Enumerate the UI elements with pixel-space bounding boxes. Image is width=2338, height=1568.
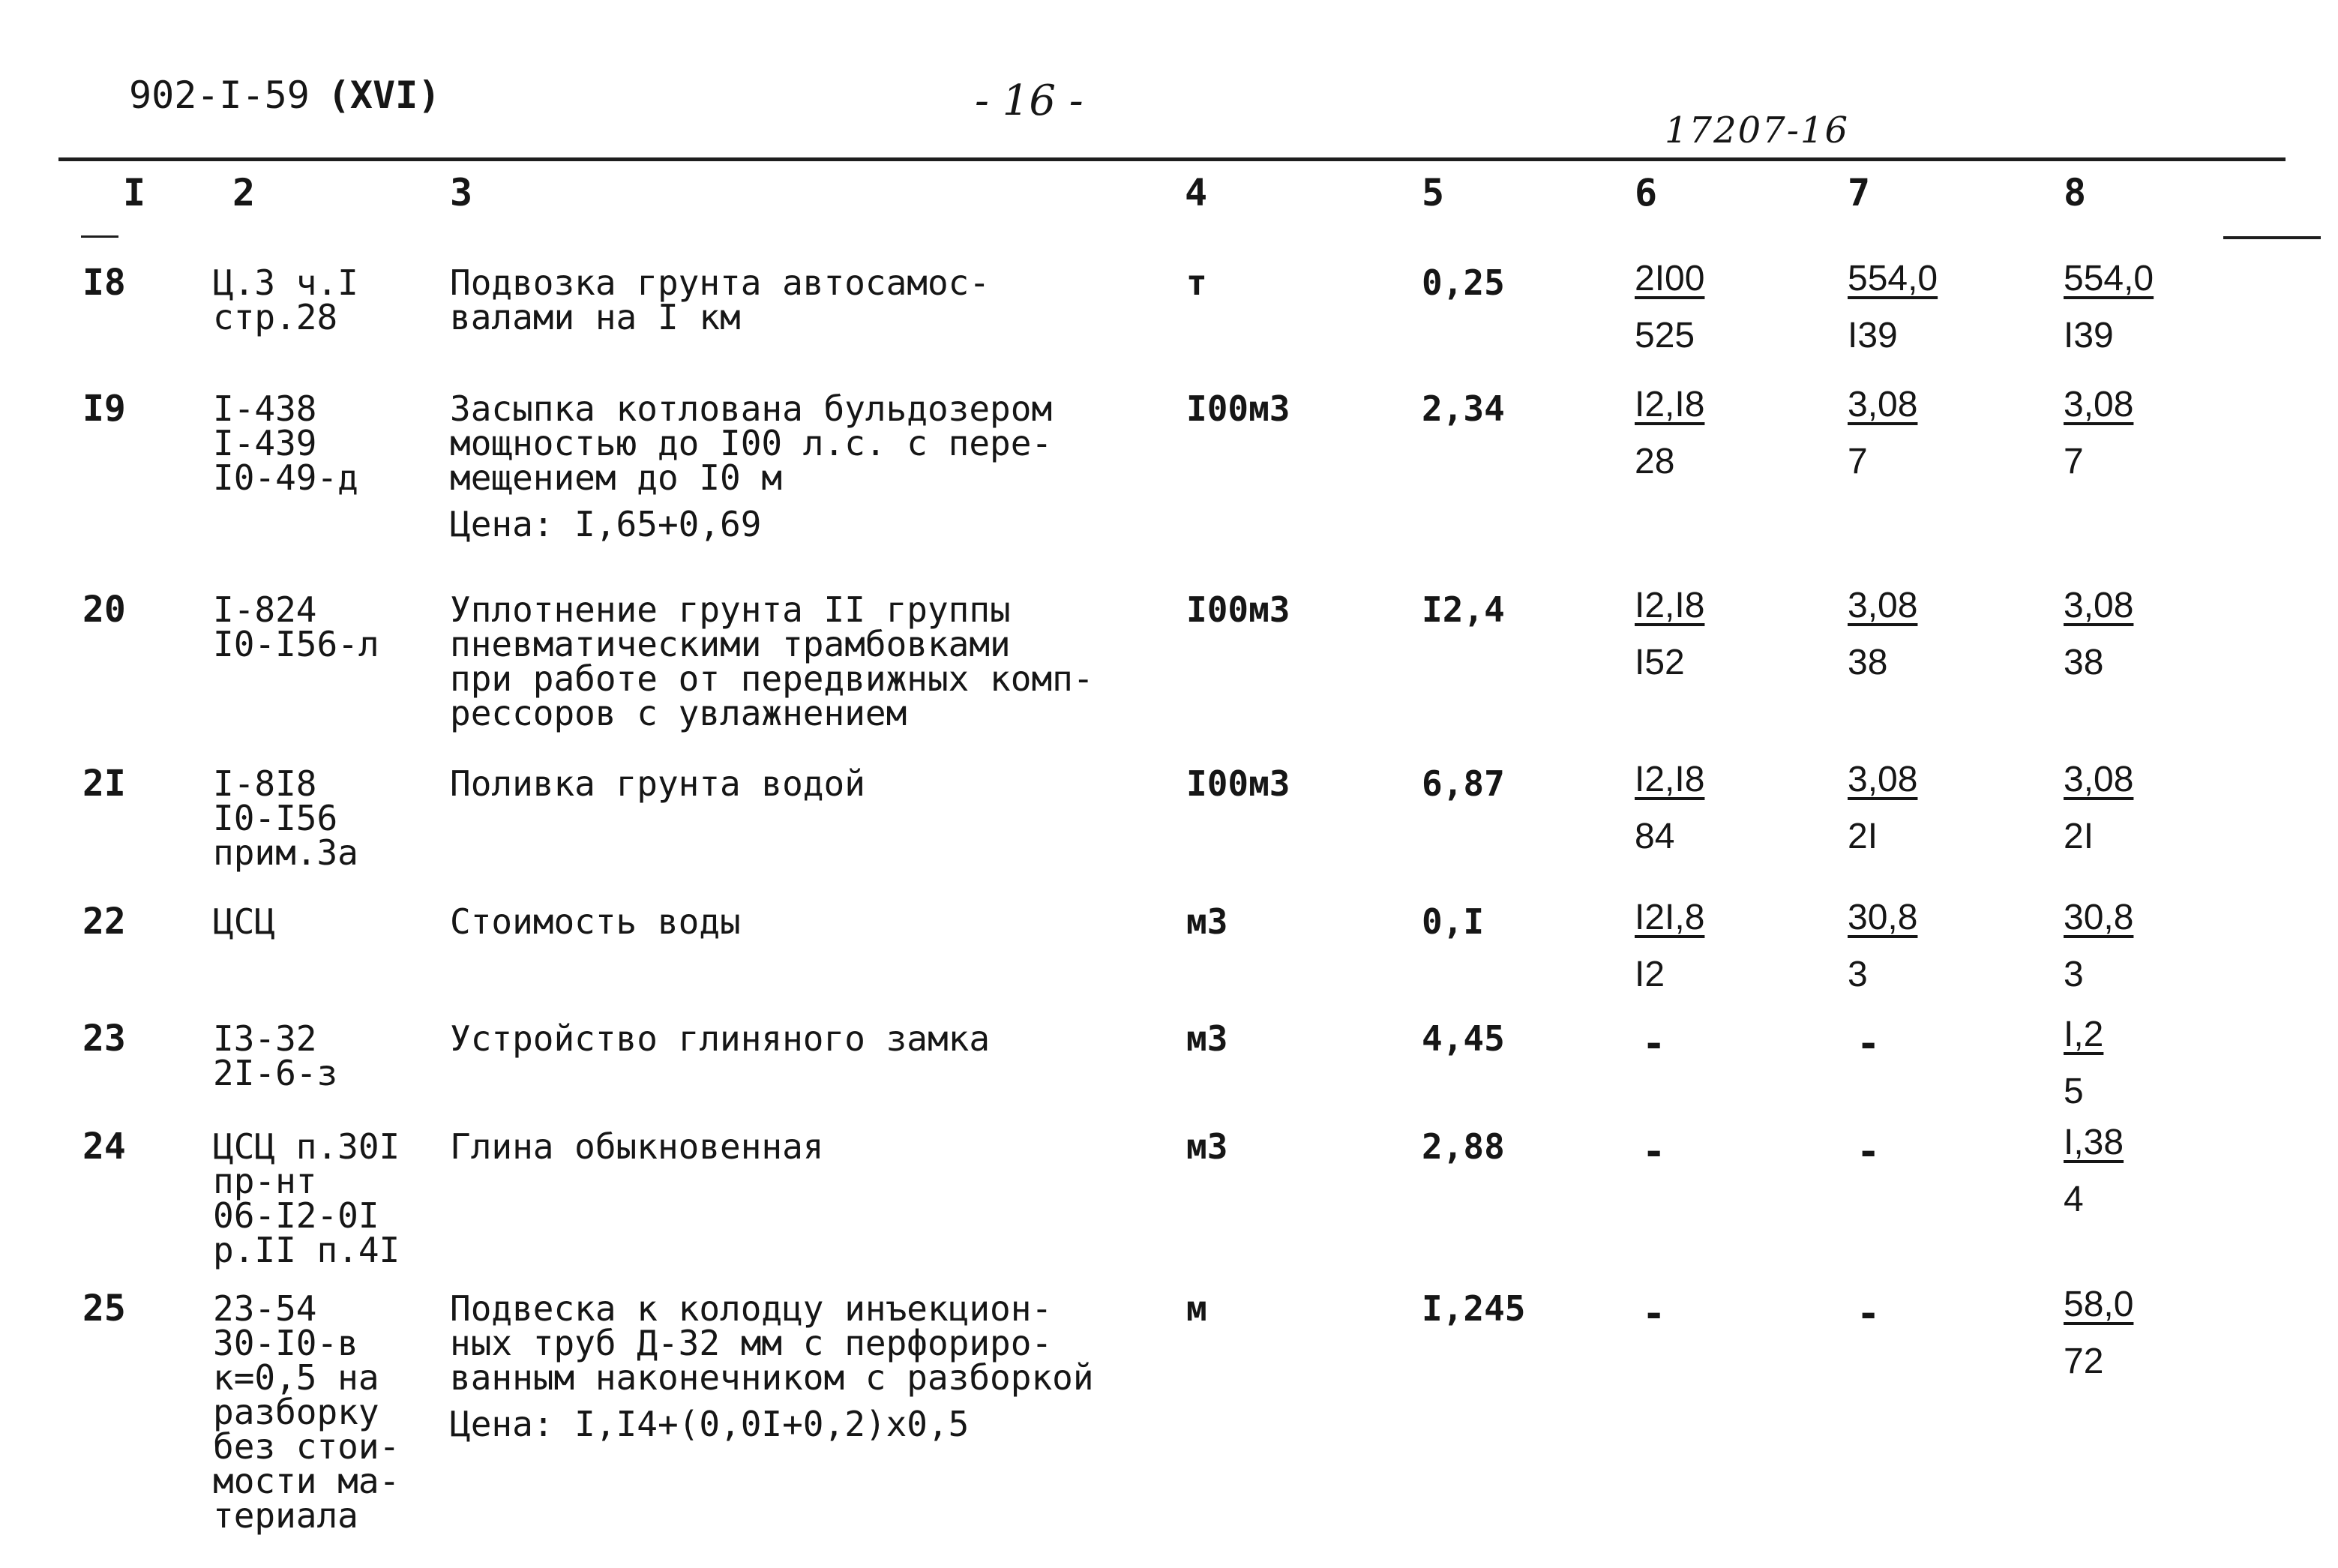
row-description	[450, 1126, 824, 1167]
description-line: мощностью до I00 л.с. с пере-	[450, 423, 1053, 463]
description-line: Подвозка грунта автосамос-	[450, 262, 991, 303]
fraction-denominator: 7	[2064, 442, 2084, 481]
fraction-denominator: 3	[2064, 955, 2084, 994]
fraction-value-c6	[1635, 762, 1715, 855]
fraction-denominator: 84	[1635, 817, 1675, 856]
fraction-numerator: 58,0	[2064, 1285, 2134, 1324]
row-unit: м3	[1186, 1126, 1228, 1167]
row-reference: I3-32 2I-6-з	[213, 1018, 338, 1093]
column-header-2: 2	[232, 171, 256, 214]
fraction-value-c6	[1635, 900, 1715, 993]
row-description	[450, 763, 865, 804]
fraction-value-c6	[1635, 588, 1715, 681]
row-quantity: I,245	[1422, 1288, 1526, 1329]
row-number: I8	[82, 262, 126, 304]
fraction-numerator: 3,08	[2064, 385, 2134, 424]
description-line: Глина обыкновенная	[450, 1126, 824, 1167]
row-quantity: 6,87	[1422, 763, 1505, 804]
row-reference: Ц.3 ч.I стр.28	[213, 262, 358, 337]
row-quantity: 4,45	[1422, 1018, 1505, 1059]
row-number: 24	[82, 1126, 126, 1168]
header-rule-left	[81, 235, 118, 238]
fraction-numerator: 3,08	[2064, 586, 2134, 625]
row-reference: ЦСЦ п.30I пр-нт 06-I2-0I р.II п.4I	[213, 1126, 400, 1270]
row-number: 23	[82, 1018, 126, 1060]
description-line: рессоров с увлажнением	[450, 693, 907, 733]
fraction-denominator: 2I	[2064, 817, 2094, 856]
description-line: Засыпка котлована бульдозером	[450, 388, 1053, 429]
empty-value-c7: -	[1857, 1291, 1881, 1336]
handwritten-code: 17207-16	[1665, 109, 1849, 151]
fraction-denominator: I39	[2064, 316, 2114, 355]
row-reference: I-438 I-439 I0-49-д	[213, 388, 358, 498]
fraction-denominator: 2I	[1848, 817, 1878, 856]
column-header-6: 6	[1635, 171, 1658, 214]
fraction-value-c7	[1848, 588, 1928, 681]
row-quantity: 0,I	[1422, 901, 1485, 942]
fraction-value-c7	[1848, 387, 1928, 480]
fraction-denominator: 4	[2064, 1180, 2084, 1219]
top-rule	[58, 157, 2286, 161]
fraction-numerator: 3,08	[1848, 760, 1918, 799]
fraction-value-c6	[1635, 261, 1715, 354]
fraction-denominator: I2	[1635, 955, 1665, 994]
description-line: Устройство глиняного замка	[450, 1018, 991, 1059]
description-line: пневматическими трамбовками	[450, 624, 1011, 664]
fraction-numerator: I2,I8	[1635, 760, 1705, 799]
row-number: I9	[82, 388, 126, 430]
fraction-numerator: I2,I8	[1635, 586, 1705, 625]
fraction-numerator: I2I,8	[1635, 898, 1705, 937]
column-header-1: I	[123, 171, 146, 214]
fraction-value-c8	[2064, 762, 2144, 855]
fraction-denominator: 38	[1848, 643, 1888, 682]
fraction-numerator: 3,08	[1848, 385, 1918, 424]
row-number: 22	[82, 901, 126, 943]
row-description	[450, 1018, 991, 1059]
row-quantity: 0,25	[1422, 262, 1505, 303]
description-line: Поливка грунта водой	[450, 763, 865, 804]
fraction-denominator: 72	[2064, 1342, 2104, 1381]
fraction-numerator: I,38	[2064, 1123, 2124, 1162]
fraction-denominator: 7	[1848, 442, 1868, 481]
row-quantity: I2,4	[1422, 589, 1505, 630]
fraction-value-c7	[1848, 900, 1928, 993]
description-line: мещением до I0 м	[450, 457, 783, 498]
fraction-numerator: 30,8	[2064, 898, 2134, 937]
row-unit: т	[1186, 262, 1207, 303]
column-header-5: 5	[1422, 171, 1445, 214]
row-unit: м	[1186, 1288, 1207, 1329]
fraction-numerator: 554,0	[2064, 259, 2154, 298]
fraction-numerator: I2,I8	[1635, 385, 1705, 424]
fraction-value-c6	[1635, 387, 1715, 480]
fraction-denominator: 525	[1635, 316, 1695, 355]
empty-value-c6: -	[1642, 1291, 1666, 1336]
fraction-value-c8	[2064, 261, 2164, 354]
description-line: Уплотнение грунта II группы	[450, 589, 1011, 630]
empty-value-c7: -	[1857, 1129, 1881, 1174]
document-code	[129, 73, 440, 117]
empty-value-c6: -	[1642, 1129, 1666, 1174]
row-reference: 23-54 30-I0-в к=0,5 на разборку без стои- мости ма- териала	[213, 1288, 400, 1536]
fraction-denominator: 3	[1848, 955, 1868, 994]
document-code-text: 902-I-59	[129, 73, 310, 117]
row-reference: I-8I8 I0-I56 прим.3а	[213, 763, 358, 873]
column-header-3: 3	[450, 171, 473, 214]
row-unit: I00м3	[1186, 388, 1290, 429]
row-unit: м3	[1186, 901, 1228, 942]
empty-value-c6: -	[1642, 1021, 1666, 1066]
description-line: валами на I км	[450, 297, 741, 337]
price-formula: Цена: I,I4+(0,0I+0,2)х0,5	[450, 1404, 970, 1444]
row-number: 20	[82, 589, 126, 631]
fraction-denominator: 5	[2064, 1072, 2084, 1111]
row-description	[450, 262, 991, 337]
column-header-8: 8	[2064, 171, 2087, 214]
fraction-numerator: 2I00	[1635, 259, 1705, 298]
fraction-value-c8	[2064, 1287, 2144, 1380]
row-unit: м3	[1186, 1018, 1228, 1059]
description-line: Подвеска к колодцу инъекцион-	[450, 1288, 1053, 1329]
empty-value-c7: -	[1857, 1021, 1881, 1066]
price-formula: Цена: I,65+0,69	[450, 504, 762, 544]
row-unit: I00м3	[1186, 763, 1290, 804]
fraction-denominator: 38	[2064, 643, 2104, 682]
row-quantity: 2,34	[1422, 388, 1505, 429]
fraction-numerator: 554,0	[1848, 259, 1938, 298]
fraction-value-c7	[1848, 261, 1948, 354]
row-number: 2I	[82, 763, 126, 805]
row-description	[450, 388, 1053, 544]
row-reference: ЦСЦ	[213, 901, 276, 942]
column-header-7: 7	[1848, 171, 1871, 214]
column-header-4: 4	[1185, 171, 1208, 214]
description-line: Стоимость воды	[450, 901, 741, 942]
fraction-numerator: I,2	[2064, 1015, 2104, 1054]
fraction-value-c7	[1848, 762, 1928, 855]
page-number: - 16 -	[975, 76, 1084, 125]
fraction-value-c8	[2064, 588, 2144, 681]
fraction-numerator: 3,08	[2064, 760, 2134, 799]
header-rule-right	[2223, 236, 2321, 239]
row-reference: I-824 I0-I56-л	[213, 589, 379, 664]
fraction-numerator: 30,8	[1848, 898, 1918, 937]
fraction-value-c8	[2064, 900, 2144, 993]
description-line: ванным наконечником с разборкой	[450, 1357, 1094, 1398]
row-unit: I00м3	[1186, 589, 1290, 630]
fraction-value-c8	[2064, 1017, 2114, 1110]
description-line: ных труб Д-32 мм с перфориро-	[450, 1323, 1053, 1363]
row-number: 25	[82, 1288, 126, 1330]
row-description	[450, 901, 741, 942]
row-quantity: 2,88	[1422, 1126, 1505, 1167]
fraction-value-c8	[2064, 1125, 2134, 1218]
fraction-value-c8	[2064, 387, 2144, 480]
fraction-denominator: 28	[1635, 442, 1675, 481]
document-code-mark: (XVI)	[327, 73, 441, 117]
description-line: при работе от передвижных комп-	[450, 658, 1094, 699]
row-description	[450, 589, 1094, 733]
fraction-denominator: I39	[1848, 316, 1898, 355]
row-description	[450, 1288, 1094, 1444]
fraction-denominator: I52	[1635, 643, 1685, 682]
fraction-numerator: 3,08	[1848, 586, 1918, 625]
